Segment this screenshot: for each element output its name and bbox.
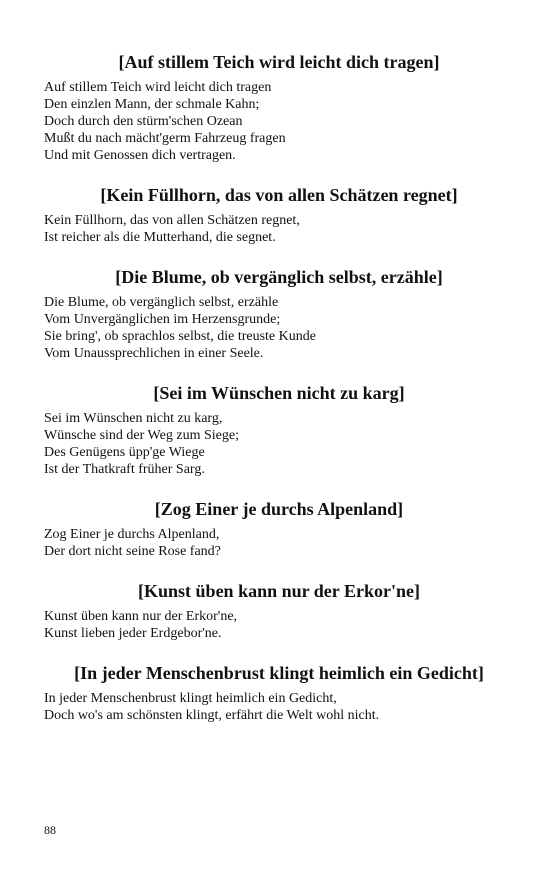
poem-body [44,526,514,560]
poem-line: Vom Unvergänglichen im Herzensgrunde; [44,312,281,327]
poem-title: [Kein Füllhorn, das von allen Schätzen regnet] [100,185,458,205]
poem-title: [Sei im Wünschen nicht zu karg] [153,383,405,403]
page-content [44,50,514,743]
poem-3 [44,265,514,362]
poem-line: Doch durch den stürm'schen Ozean [44,114,243,129]
poem-title: [Die Blume, ob vergänglich selbst, erzähle] [115,267,443,287]
poem-line: Mußt du nach mächt'germ Fahrzeug fragen [44,131,286,146]
poem-line: Und mit Genossen dich vertragen. [44,148,236,163]
poem-line: Kein Füllhorn, das von allen Schätzen regnet, [44,213,300,228]
poem-line: Zog Einer je durchs Alpenland, [44,527,220,542]
poem-4 [44,381,514,478]
poem-line: Wünsche sind der Weg zum Siege; [44,428,239,443]
poem-line: In jeder Menschenbrust klingt heimlich ein Gedicht, [44,691,337,706]
poem-body [44,79,514,164]
poem-body [44,212,514,246]
poem-body [44,294,514,362]
poem-body [44,690,514,724]
poem-line: Ist der Thatkraft früher Sarg. [44,462,205,477]
poem-line: Auf stillem Teich wird leicht dich tragen [44,80,272,95]
poem-2 [44,183,514,246]
poem-line: Sei im Wünschen nicht zu karg, [44,411,223,426]
page-number: 88 [44,823,56,837]
poem-body [44,608,514,642]
poem-line: Den einzlen Mann, der schmale Kahn; [44,97,260,112]
poem-1 [44,50,514,164]
poem-title: [In jeder Menschenbrust klingt heimlich ein Gedicht] [74,663,484,683]
poem-line: Die Blume, ob vergänglich selbst, erzähle [44,295,279,310]
poem-body [44,410,514,478]
poem-line: Kunst lieben jeder Erdgebor'ne. [44,626,222,641]
poem-line: Sie bring', ob sprachlos selbst, die treuste Kunde [44,329,316,344]
poem-line: Ist reicher als die Mutterhand, die segnet. [44,230,276,245]
poem-5 [44,497,514,560]
poem-title: [Zog Einer je durchs Alpenland] [154,499,404,519]
poem-line: Der dort nicht seine Rose fand? [44,544,221,559]
poem-line: Doch wo's am schönsten klingt, erfährt die Welt wohl nicht. [44,708,380,723]
poem-line: Des Genügens üpp'ge Wiege [44,445,205,460]
poem-line: Kunst üben kann nur der Erkor'ne, [44,609,238,624]
poem-7 [44,661,514,724]
poem-6 [44,579,514,642]
poem-title: [Auf stillem Teich wird leicht dich tragen] [118,52,440,72]
poem-line: Vom Unaussprechlichen in einer Seele. [44,346,264,361]
poem-title: [Kunst üben kann nur der Erkor'ne] [138,581,420,601]
